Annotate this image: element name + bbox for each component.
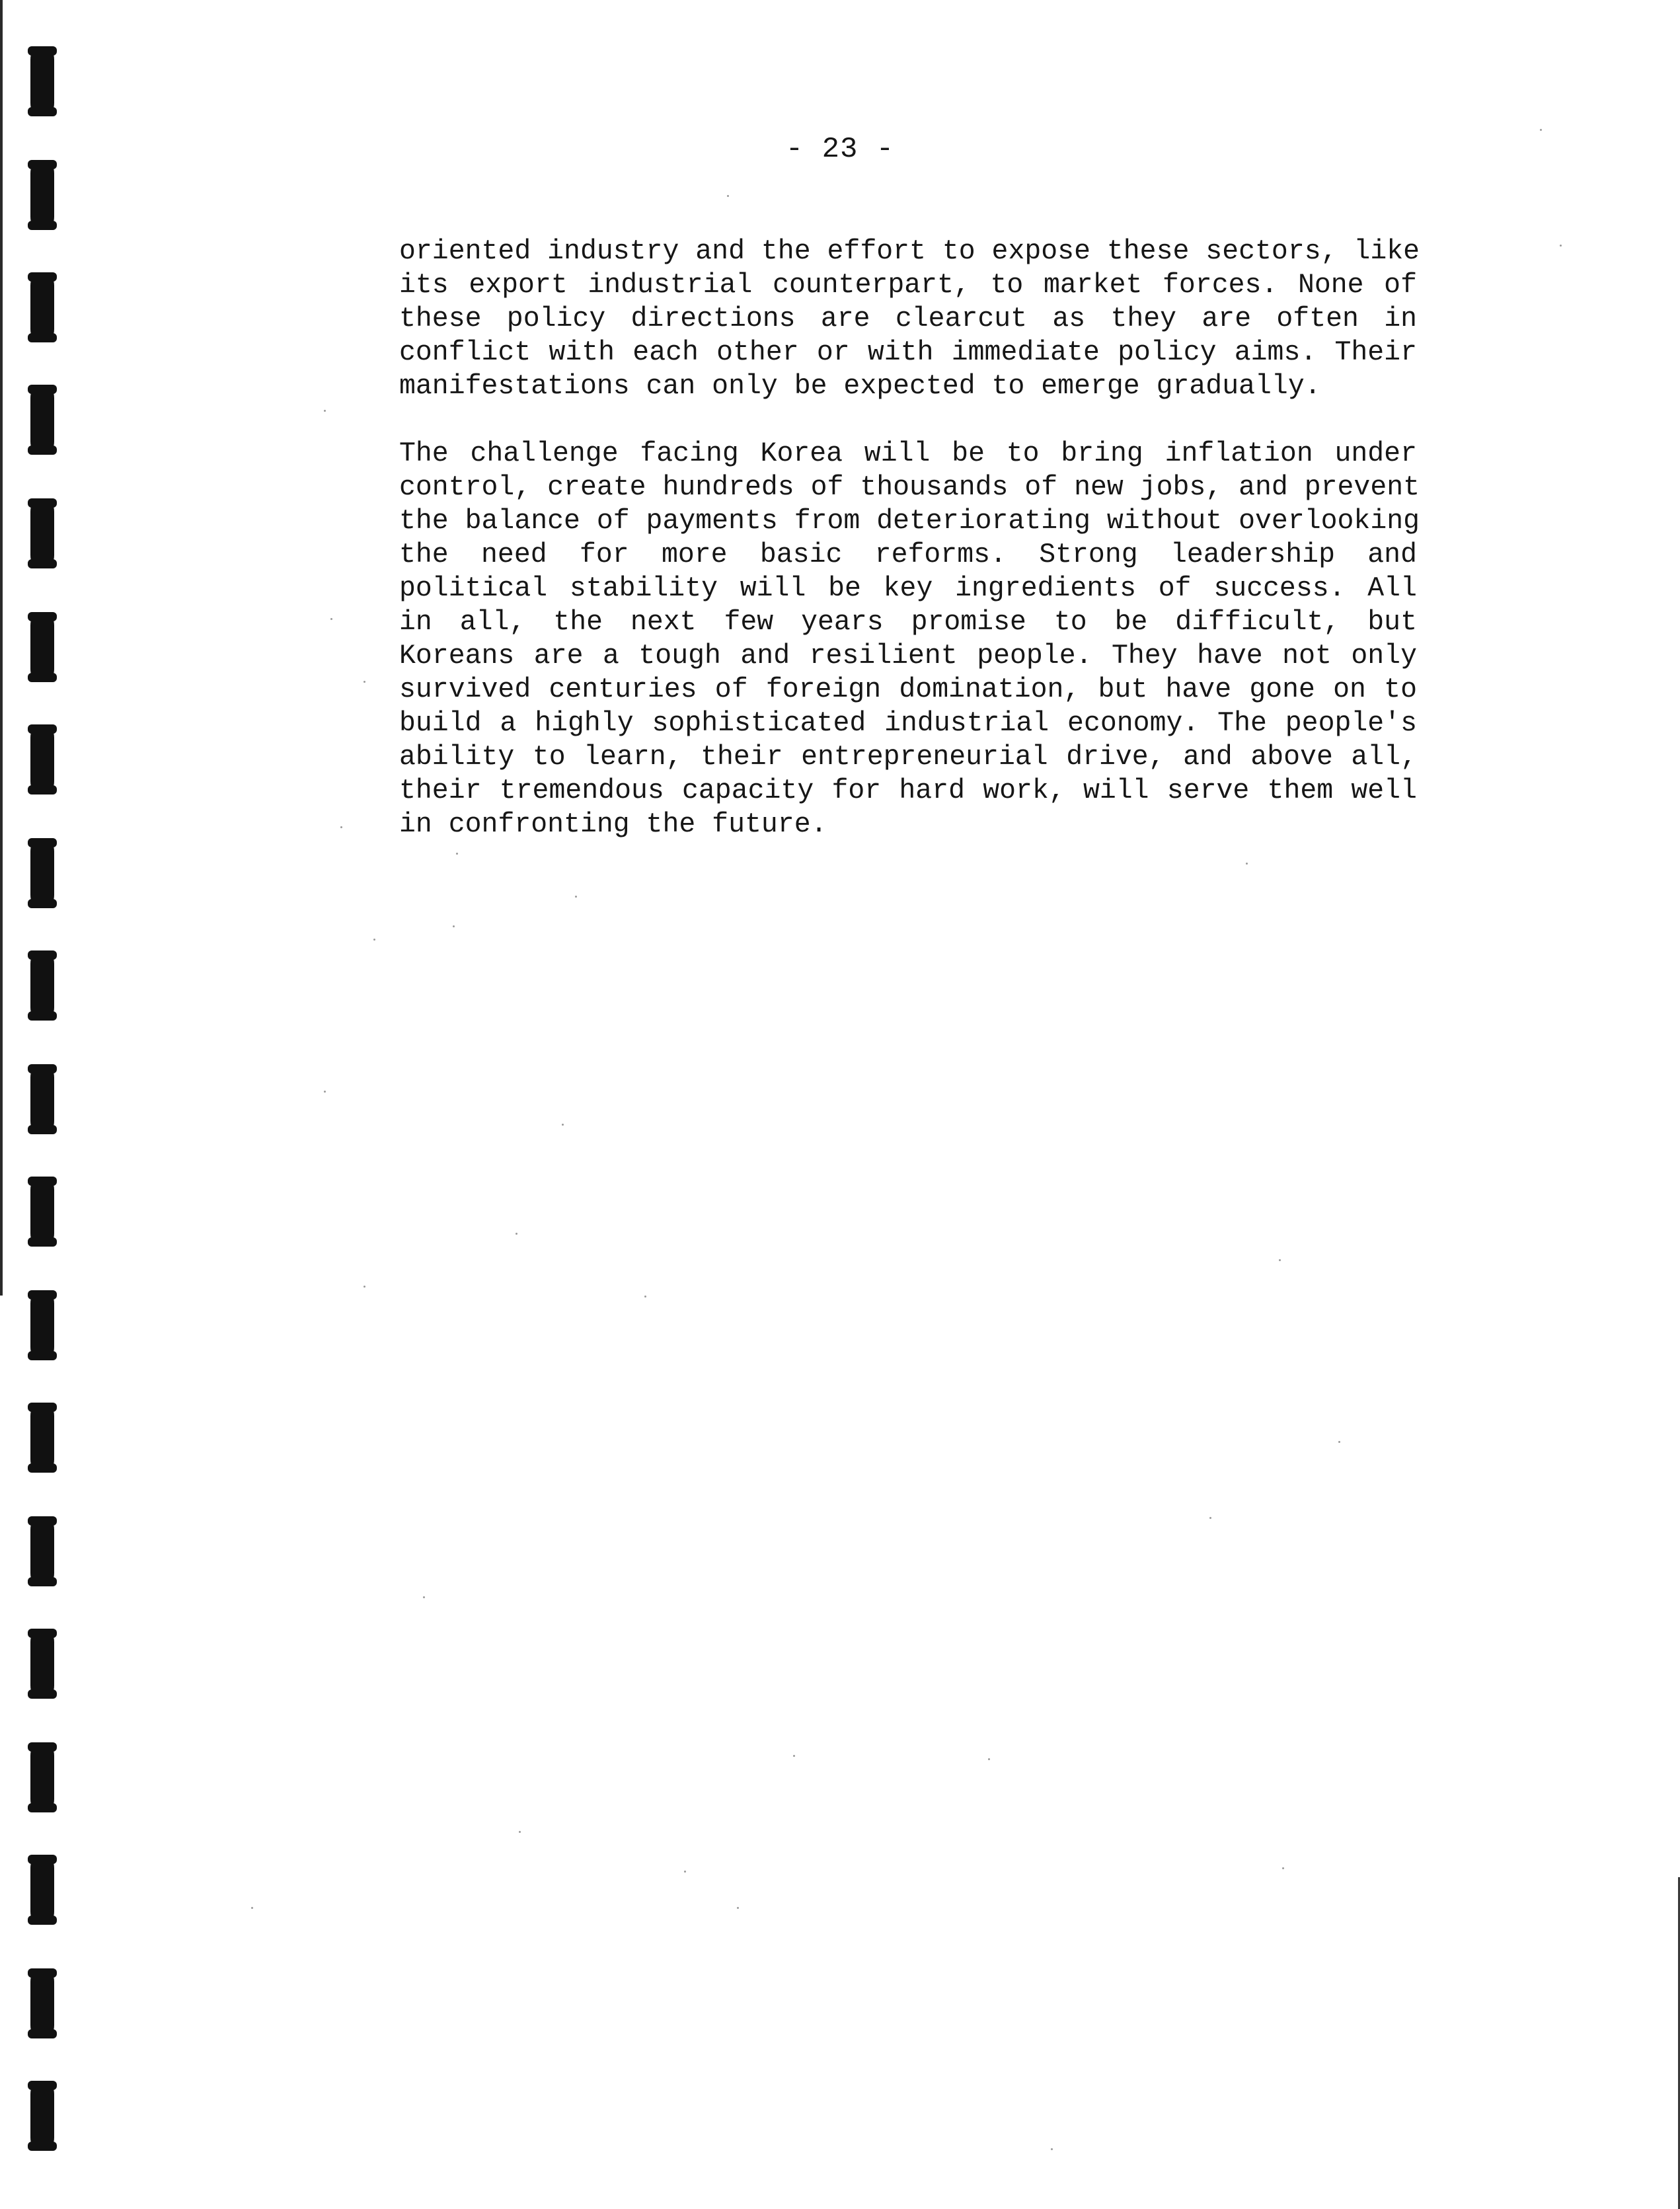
- binding-hole: [30, 613, 54, 681]
- binding-hole: [30, 952, 54, 1019]
- binding-hole: [30, 48, 54, 115]
- text-line: ability to learn, their entrepreneurial drive, and above all,: [399, 742, 1417, 773]
- scan-speck: [684, 1871, 686, 1873]
- text-line: its export industrial counterpart, to market forces. None of: [399, 270, 1417, 301]
- scan-speck: [1282, 1867, 1284, 1869]
- binding-hole: [30, 161, 54, 229]
- text-line: oriented industry and the effort to expose these sectors, like: [399, 236, 1420, 267]
- paragraph: [399, 235, 1420, 403]
- scan-speck: [1279, 1259, 1281, 1261]
- scan-speck: [363, 1286, 365, 1288]
- scan-speck: [727, 195, 729, 197]
- binding-holes: [26, 0, 59, 2209]
- scan-speck: [1051, 2148, 1053, 2150]
- scan-speck: [1560, 245, 1562, 247]
- scan-speck: [515, 1233, 517, 1235]
- binding-hole: [30, 2082, 54, 2150]
- text-line: survived centuries of foreign domination, but have gone on to: [399, 674, 1417, 705]
- text-line: in confronting the future.: [399, 809, 827, 840]
- scan-speck: [423, 1596, 425, 1598]
- scan-speck: [453, 925, 455, 927]
- binding-hole: [30, 274, 54, 341]
- scan-speck: [340, 826, 342, 828]
- text-line: these policy directions are clearcut as they are often in: [399, 303, 1417, 334]
- text-line: conflict with each other or with immediate policy aims. Their: [399, 337, 1417, 368]
- binding-hole: [30, 500, 54, 567]
- text-line: The challenge facing Korea will be to bring inflation under: [399, 438, 1417, 469]
- scan-speck: [330, 618, 332, 620]
- body-text: [399, 235, 1420, 875]
- paragraph: [399, 437, 1420, 841]
- scan-speck: [1209, 1517, 1211, 1519]
- scan-speck: [575, 896, 577, 898]
- scan-speck: [251, 1907, 253, 1909]
- scan-speck: [456, 853, 458, 855]
- text-line: the need for more basic reforms. Strong leadership and: [399, 539, 1417, 570]
- text-line: in all, the next few years promise to be difficult, but: [399, 607, 1417, 638]
- scan-speck: [793, 1755, 795, 1757]
- binding-hole: [30, 1066, 54, 1133]
- binding-hole: [30, 1856, 54, 1923]
- scan-speck: [324, 1091, 326, 1093]
- scan-speck: [988, 1758, 990, 1760]
- scan-speck: [644, 1296, 646, 1298]
- binding-hole: [30, 1744, 54, 1811]
- binding-hole: [30, 1518, 54, 1585]
- binding-hole: [30, 839, 54, 907]
- binding-hole: [30, 1178, 54, 1245]
- scan-speck: [1540, 129, 1542, 131]
- text-line: the balance of payments from deteriorating without overlooking: [399, 506, 1420, 537]
- scan-speck: [562, 1124, 564, 1126]
- scan-speck: [519, 1831, 521, 1833]
- binding-hole: [30, 1630, 54, 1697]
- scan-speck: [324, 410, 326, 412]
- scan-speck: [737, 1907, 739, 1909]
- scan-speck: [363, 681, 365, 683]
- text-line: their tremendous capacity for hard work, will serve them well: [399, 775, 1417, 806]
- scan-speck: [1338, 1441, 1340, 1443]
- text-line: political stability will be key ingredients of success. All: [399, 573, 1417, 604]
- text-line: control, create hundreds of thousands of new jobs, and prevent: [399, 472, 1420, 503]
- binding-hole: [30, 1404, 54, 1471]
- binding-hole: [30, 386, 54, 453]
- page-number: - 23 -: [785, 133, 895, 166]
- text-line: build a highly sophisticated industrial economy. The people's: [399, 708, 1417, 739]
- scan-left-edge: [0, 0, 3, 1296]
- scan-speck: [373, 939, 375, 941]
- text-line: manifestations can only be expected to emerge gradually.: [399, 371, 1321, 402]
- text-line: Koreans are a tough and resilient people. They have not only: [399, 640, 1417, 672]
- binding-hole: [30, 726, 54, 793]
- binding-hole: [30, 1970, 54, 2037]
- scan-speck: [1246, 863, 1248, 865]
- binding-hole: [30, 1292, 54, 1359]
